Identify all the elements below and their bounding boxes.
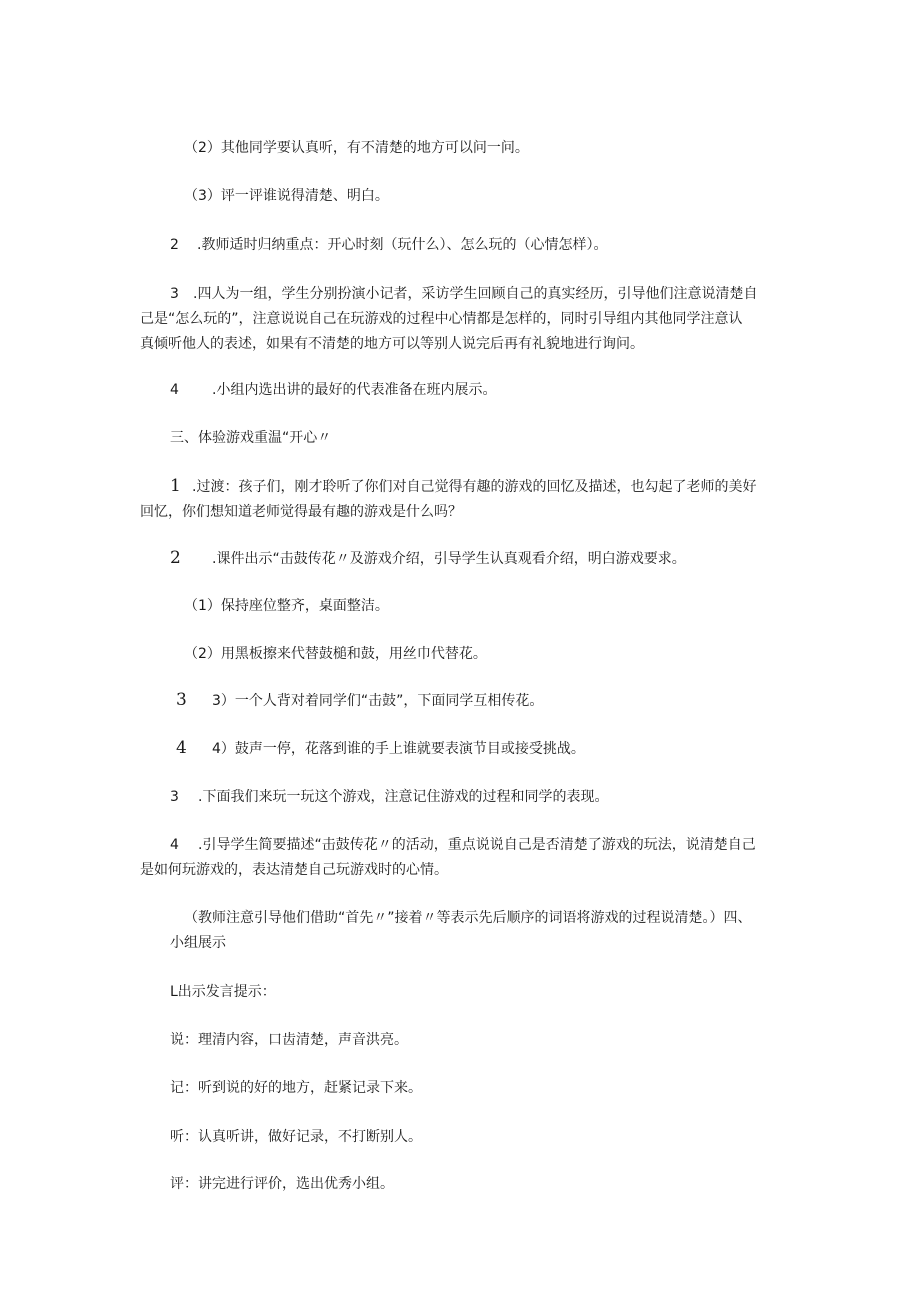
sub-item-2: （2）其他同学要认真听，有不清楚的地方可以问一问。	[184, 140, 529, 156]
item-number: 2	[170, 548, 181, 568]
teacher-note	[170, 908, 752, 953]
paragraph-row: .引导学生简要描述“击鼓传花〃的活动，重点说说自己是否清楚了游戏的玩法，说清楚自己	[198, 837, 756, 853]
item-1-transition	[140, 476, 756, 522]
paragraph-row: 己是“怎么玩的”，注意说说自己在玩游戏的过程中心情都是怎样的，同时引导组内其他同学注意认	[140, 311, 743, 327]
paragraph-row: 真倾听他人的表述，如果有不清楚的地方可以等别人说完后再有礼貌地进行询问。	[140, 336, 644, 352]
item-3-paragraph	[140, 284, 757, 354]
item-text: .小组内选出讲的最好的代表准备在班内展示。	[212, 382, 497, 398]
item-4-describe	[140, 835, 756, 880]
rule-2: （2）用黑板擦来代替鼓槌和鼓，用丝巾代替花。	[184, 646, 487, 662]
paragraph-row: .四人为一组，学生分别扮演小记者，采访学生回顾自己的真实经历，引导他们注意说清楚自	[193, 286, 758, 302]
item-number: 4	[176, 738, 187, 758]
item-3-play	[170, 787, 608, 807]
item-number: 2	[170, 237, 179, 253]
item-text: .下面我们来玩一玩这个游戏，注意记住游戏的过程和同学的表现。	[198, 789, 609, 805]
item-text: .课件出示“击鼓传花〃及游戏介绍，引导学生认真观看介绍，明白游戏要求。	[212, 551, 686, 567]
paragraph-row: 是如何玩游戏的，表达清楚自己玩游戏时的心情。	[140, 862, 448, 878]
rule-4	[176, 738, 585, 759]
paragraph-row: 回忆，你们想知道老师觉得最有趣的游戏是什么吗？	[140, 504, 462, 520]
section-heading-3: 三、体验游戏重温“开心〃	[170, 430, 332, 446]
paragraph-row: .过渡：孩子们，刚才聆听了你们对自己觉得有趣的游戏的回忆及描述，也勾起了老师的美好	[192, 479, 757, 495]
item-text: 4）鼓声一停，花落到谁的手上谁就要表演节目或接受挑战。	[212, 741, 585, 757]
item-text: .教师适时归纳重点：开心时刻（玩什么）、怎么玩的（心情怎样）。	[197, 237, 608, 253]
rule-1: （1）保持座位整齐，桌面整洁。	[184, 598, 389, 614]
item-4-select	[170, 380, 496, 400]
paragraph-row: （教师注意引导他们借助“首先〃”接着〃等表示先后顺序的词语将游戏的过程说清楚。）四、	[184, 910, 752, 926]
tip-listen: 听：认真听讲，做好记录，不打断别人。	[170, 1129, 422, 1145]
item-number: 3	[176, 690, 187, 710]
item-2-summary	[170, 235, 607, 255]
item-2-courseware	[170, 548, 686, 569]
item-number: 4	[170, 837, 179, 853]
paragraph-row: 小组展示	[170, 935, 226, 951]
speaking-tips-heading: L出示发言提示：	[170, 984, 276, 1000]
tip-evaluate: 评：讲完进行评价，选出优秀小组。	[170, 1176, 394, 1192]
item-number: 1	[170, 476, 181, 496]
item-number: 3	[170, 286, 179, 302]
tip-record: 记：听到说的好的地方，赶紧记录下来。	[170, 1080, 422, 1096]
item-text: 3）一个人背对着同学们“击鼓”，下面同学互相传花。	[212, 693, 544, 709]
tip-speak: 说：理清内容，口齿清楚，声音洪亮。	[170, 1032, 408, 1048]
item-number: 3	[170, 789, 179, 805]
sub-item-3: （3）评一评谁说得清楚、明白。	[184, 188, 389, 204]
item-number: 4	[170, 382, 179, 398]
rule-3	[176, 690, 543, 711]
